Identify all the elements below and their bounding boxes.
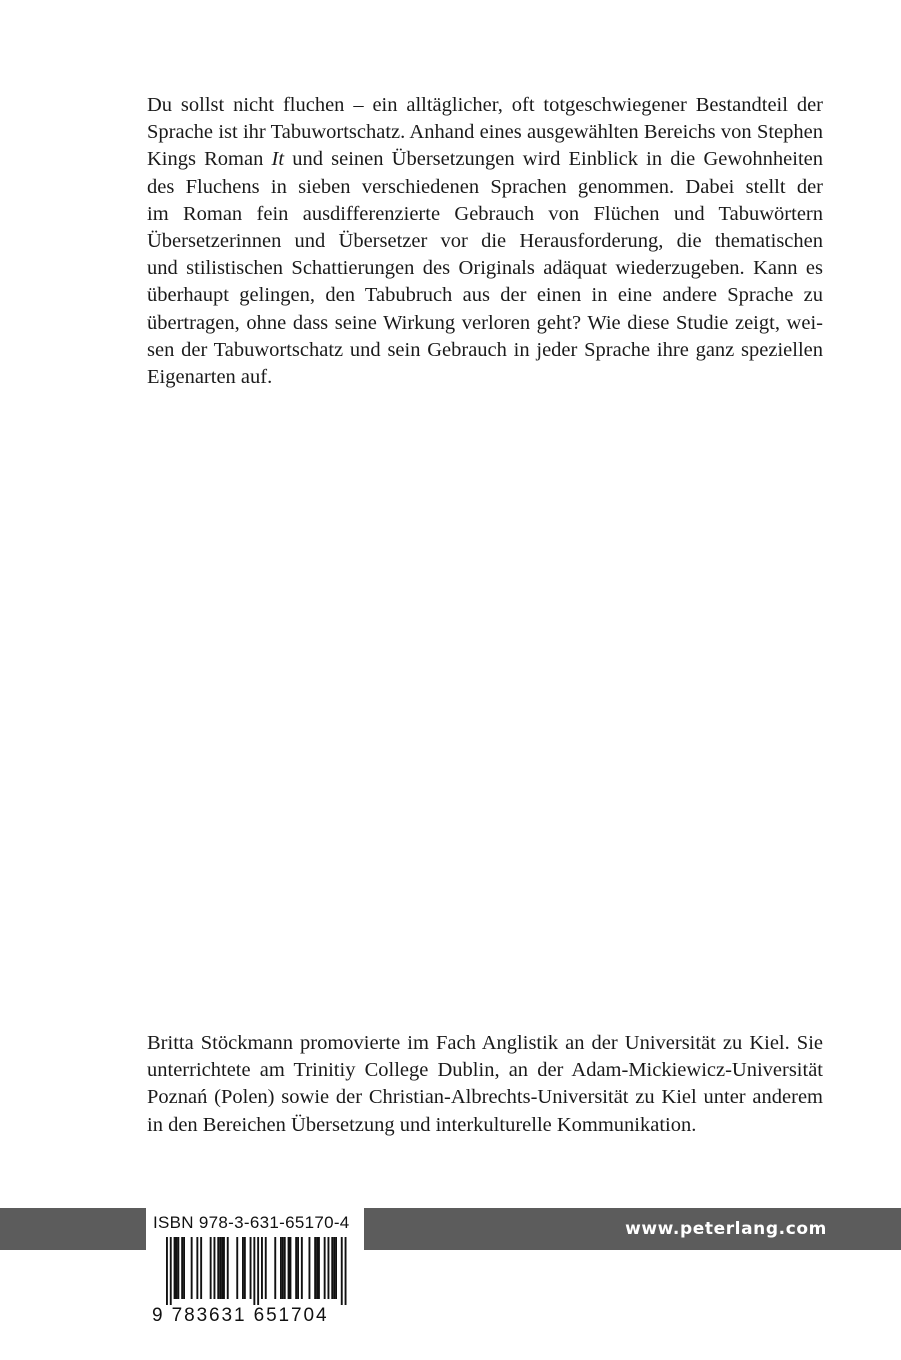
blurb-line: im Roman fein ausdifferenzierte Gebrauch von Flüchen und Tabuwörtern <box>147 202 823 225</box>
barcode-bar <box>318 1237 320 1299</box>
barcode-bar <box>265 1237 267 1299</box>
blurb-line: Übersetzerinnen und Übersetzer vor die Herausforderung, die thematischen <box>147 230 823 253</box>
barcode-bar <box>335 1237 337 1299</box>
barcode-bar <box>227 1237 229 1299</box>
barcode-bar <box>274 1237 276 1299</box>
barcode-bar <box>221 1237 223 1299</box>
publisher-url: www.peterlang.com <box>625 1219 827 1239</box>
barcode-bar <box>345 1237 347 1305</box>
barcode-bar <box>324 1237 326 1299</box>
barcode-bar <box>309 1237 311 1299</box>
barcode-bar <box>331 1237 333 1299</box>
barcode-bar <box>177 1237 179 1299</box>
barcode-bar <box>214 1237 216 1299</box>
barcode-bar <box>174 1237 176 1299</box>
author-line: in den Bereichen Übersetzung und interkulturelle Kommunikation. <box>147 1113 697 1136</box>
barcode-area <box>146 1208 364 1330</box>
barcode-bar <box>242 1237 244 1299</box>
barcode-bar <box>280 1237 282 1299</box>
barcode-bar <box>282 1237 284 1299</box>
barcode-bar <box>219 1237 221 1299</box>
blurb-line: Kings Roman It und seinen Übersetzungen wird Einblick in die Gewohnheiten <box>147 148 823 171</box>
barcode-bar <box>244 1237 246 1299</box>
blurb-line: sen der Tabuwortschatz und sein Gebrauch in jeder Sprache ihre ganz speziellen <box>147 338 823 361</box>
blurb-line: Eigenarten auf. <box>147 366 273 389</box>
author-bio <box>147 1030 823 1139</box>
barcode-bar <box>297 1237 299 1299</box>
blurb-text <box>147 92 823 391</box>
barcode-bar <box>223 1237 225 1299</box>
barcode-bar <box>295 1237 297 1299</box>
novel-title: It <box>271 148 285 171</box>
barcode-bar <box>253 1237 255 1305</box>
barcode-bar <box>170 1237 172 1305</box>
barcode-bar <box>316 1237 318 1299</box>
barcode-bar <box>257 1237 259 1305</box>
blurb-line: und stilistischen Schattierungen des Originals adäquat wiederzugeben. Kann es <box>147 257 823 280</box>
barcode-bar <box>328 1237 330 1299</box>
barcode-bar <box>341 1237 343 1305</box>
barcode-bar <box>210 1237 212 1299</box>
barcode-bar <box>333 1237 335 1299</box>
isbn-label: ISBN 978-3-631-65170-4 <box>153 1213 350 1232</box>
blurb-line: des Fluchens in sieben verschiedenen Sprachen genommen. Dabei stellt der <box>147 175 823 198</box>
barcode-bar <box>236 1237 238 1299</box>
barcode-bar <box>284 1237 286 1299</box>
barcode-bar <box>314 1237 316 1299</box>
barcode-bar <box>261 1237 263 1299</box>
barcode-bar <box>217 1237 219 1299</box>
barcode-bar <box>250 1237 252 1299</box>
blurb-line: überhaupt gelingen, den Tabubruch aus der einen in eine andere Sprache zu <box>147 284 823 307</box>
author-line: Britta Stöckmann promovierte im Fach Anglistik an der Universität zu Kiel. Sie <box>147 1032 823 1054</box>
barcode-bar <box>176 1237 178 1299</box>
barcode-digits: 9 783631 651704 <box>152 1305 329 1326</box>
barcode-bar <box>196 1237 198 1299</box>
barcode-bar <box>301 1237 303 1299</box>
barcode-bar <box>191 1237 193 1299</box>
barcode-bar <box>181 1237 183 1299</box>
barcode-bar <box>290 1237 292 1299</box>
blurb-line: Du sollst nicht fluchen – ein alltäglicher, oft totgeschwiegener Bestandteil der <box>147 94 823 116</box>
barcode-icon <box>166 1237 356 1307</box>
barcode-bar <box>166 1237 168 1305</box>
blurb-line: übertragen, ohne dass seine Wirkung verloren geht? Wie diese Studie zeigt, wei- <box>147 311 823 334</box>
barcode-bar <box>288 1237 290 1299</box>
blurb-line: Sprache ist ihr Tabuwortschatz. Anhand eines ausgewählten Bereichs von Stephen <box>147 121 823 144</box>
author-line: unterrichtete am Trinitiy College Dublin, an der Adam-Mickiewicz-Universität <box>147 1059 823 1082</box>
barcode-bar <box>183 1237 185 1299</box>
barcode-bar <box>200 1237 202 1299</box>
author-line: Poznań (Polen) sowie der Christian-Albrechts-Universität zu Kiel unter anderem <box>147 1086 823 1109</box>
